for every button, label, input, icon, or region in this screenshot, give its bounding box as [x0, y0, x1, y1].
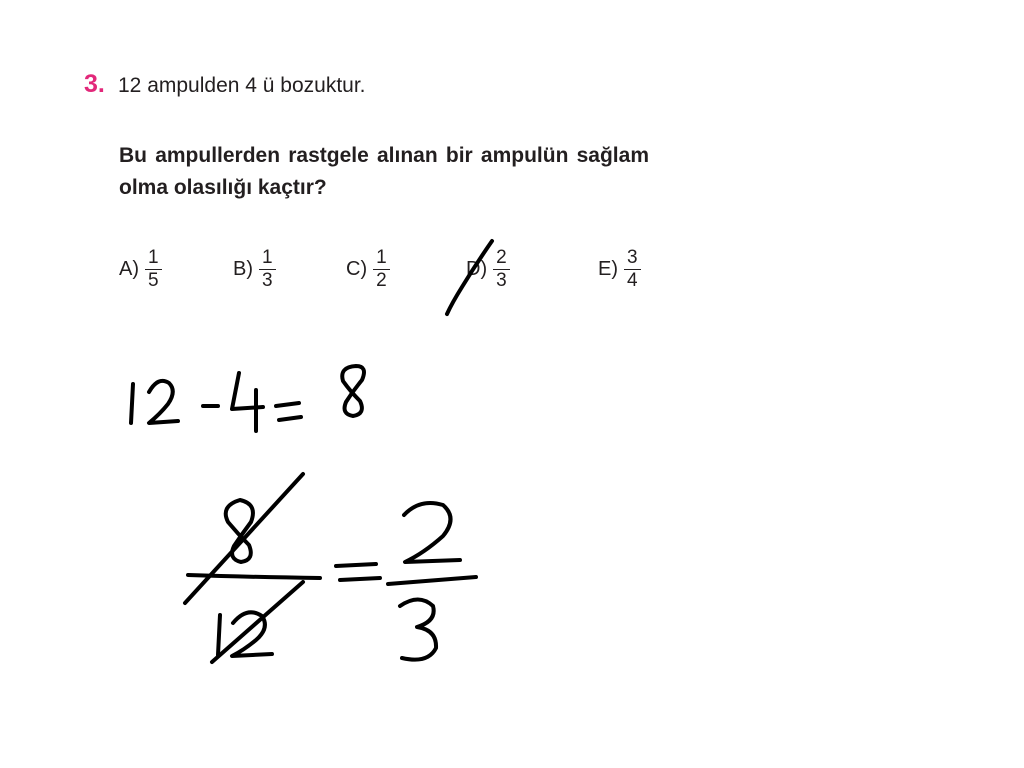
question-prompt: Bu ampullerden rastgele alınan bir ampulün sağlam olma olasılığı kaçtır?: [119, 144, 649, 199]
digit-4: [232, 373, 263, 431]
handwritten-line-2: [185, 474, 476, 662]
digit-8: [342, 366, 364, 416]
option-d-letter: D): [466, 257, 488, 280]
answer-mark-stroke: [447, 241, 492, 314]
result-numerator-2: [404, 503, 460, 562]
option-b-numerator: 1: [262, 246, 273, 268]
handwritten-line-1: [131, 366, 364, 431]
option-c-denominator: 2: [373, 269, 390, 291]
equals-sign: [276, 403, 301, 420]
result-denominator-3: [400, 600, 436, 660]
question-number: 3.: [84, 70, 105, 98]
option-c-numerator: 1: [376, 246, 387, 268]
option-e-denominator: 4: [624, 269, 641, 291]
digit-1: [131, 384, 133, 423]
digit-2: [149, 381, 178, 423]
cancel-stroke-denominator: [212, 582, 303, 662]
cancel-stroke-numerator: [185, 474, 303, 603]
option-b-denominator: 3: [259, 269, 276, 291]
option-d-denominator: 3: [493, 269, 510, 291]
option-a-denominator: 5: [145, 269, 162, 291]
option-e-letter: E): [598, 257, 618, 280]
denominator-2: [232, 612, 272, 656]
option-e-numerator: 3: [627, 246, 638, 268]
option-a-numerator: 1: [148, 246, 159, 268]
option-c-letter: C): [346, 257, 368, 280]
denominator-1: [218, 615, 220, 655]
option-b-letter: B): [233, 257, 253, 280]
question-stem: 12 ampulden 4 ü bozuktur.: [118, 74, 366, 97]
option-d-numerator: 2: [496, 246, 507, 268]
option-a-letter: A): [119, 257, 139, 280]
equals-sign-2: [336, 564, 380, 580]
fraction-bar-right: [388, 577, 476, 584]
